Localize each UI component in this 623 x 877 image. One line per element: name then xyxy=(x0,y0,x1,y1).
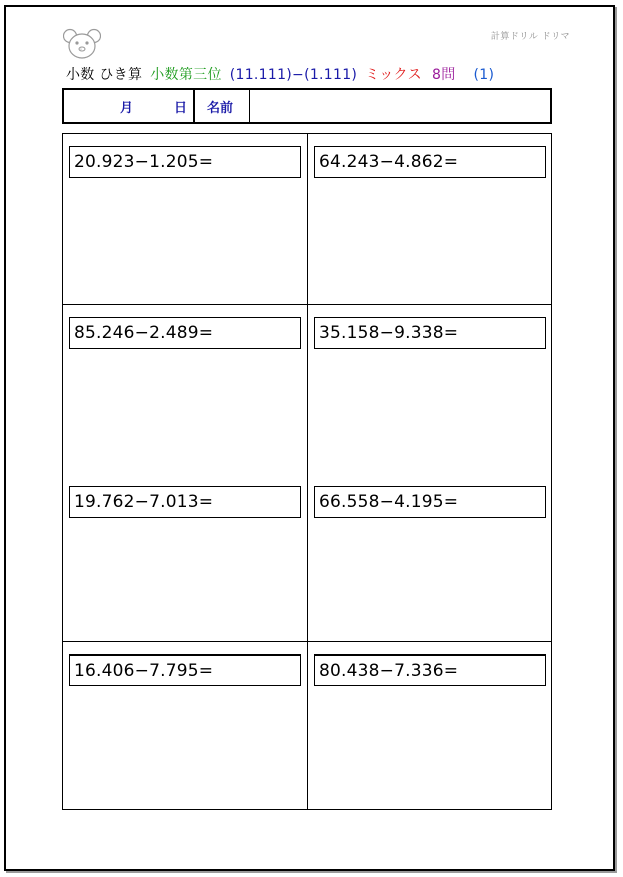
title-decimal-place: 小数第三位 xyxy=(150,67,222,83)
problem-box xyxy=(69,146,301,178)
problem-expression: 19.762−7.013= xyxy=(74,492,214,512)
problem-box xyxy=(69,486,301,518)
date-field[interactable] xyxy=(64,90,195,122)
problem-expression: 64.243−4.862= xyxy=(319,152,459,172)
problem-box xyxy=(314,486,546,518)
brand-label: 計算ドリル ドリマ xyxy=(490,32,570,42)
name-date-bar xyxy=(62,88,552,124)
svg-text:n: n xyxy=(80,47,82,51)
title-count: 8問 xyxy=(431,67,456,83)
problem-expression: 16.406−7.795= xyxy=(74,661,214,681)
problem-expression: 20.923−1.205= xyxy=(74,152,214,172)
title-range: (11.111)−(1.111) xyxy=(229,67,358,83)
problem-box xyxy=(314,146,546,178)
day-label: 日 xyxy=(174,101,188,116)
problem-box xyxy=(69,317,301,349)
month-label: 月 xyxy=(120,101,134,116)
worksheet-title xyxy=(66,64,494,84)
problem-box xyxy=(314,317,546,349)
name-label-cell xyxy=(195,90,250,122)
problem-expression: 66.558−4.195= xyxy=(319,492,459,512)
problem-grid xyxy=(62,133,552,810)
problem-expression: 85.246−2.489= xyxy=(74,323,214,343)
name-label: 名前 xyxy=(207,101,234,116)
problem-box xyxy=(314,654,546,686)
problem-expression: 35.158−9.338= xyxy=(319,323,459,343)
problem-expression: 80.438−7.336= xyxy=(319,661,459,681)
mouse-face-icon xyxy=(63,27,101,61)
title-set-number: (1) xyxy=(473,67,495,83)
title-mix: ミックス xyxy=(365,67,422,83)
grid-divider-row-1 xyxy=(63,304,551,305)
name-field[interactable] xyxy=(250,90,550,122)
grid-divider-row-3 xyxy=(63,641,551,642)
grid-divider-vertical xyxy=(307,134,308,809)
title-main: 小数 ひき算 xyxy=(66,67,143,83)
problem-box xyxy=(69,654,301,686)
